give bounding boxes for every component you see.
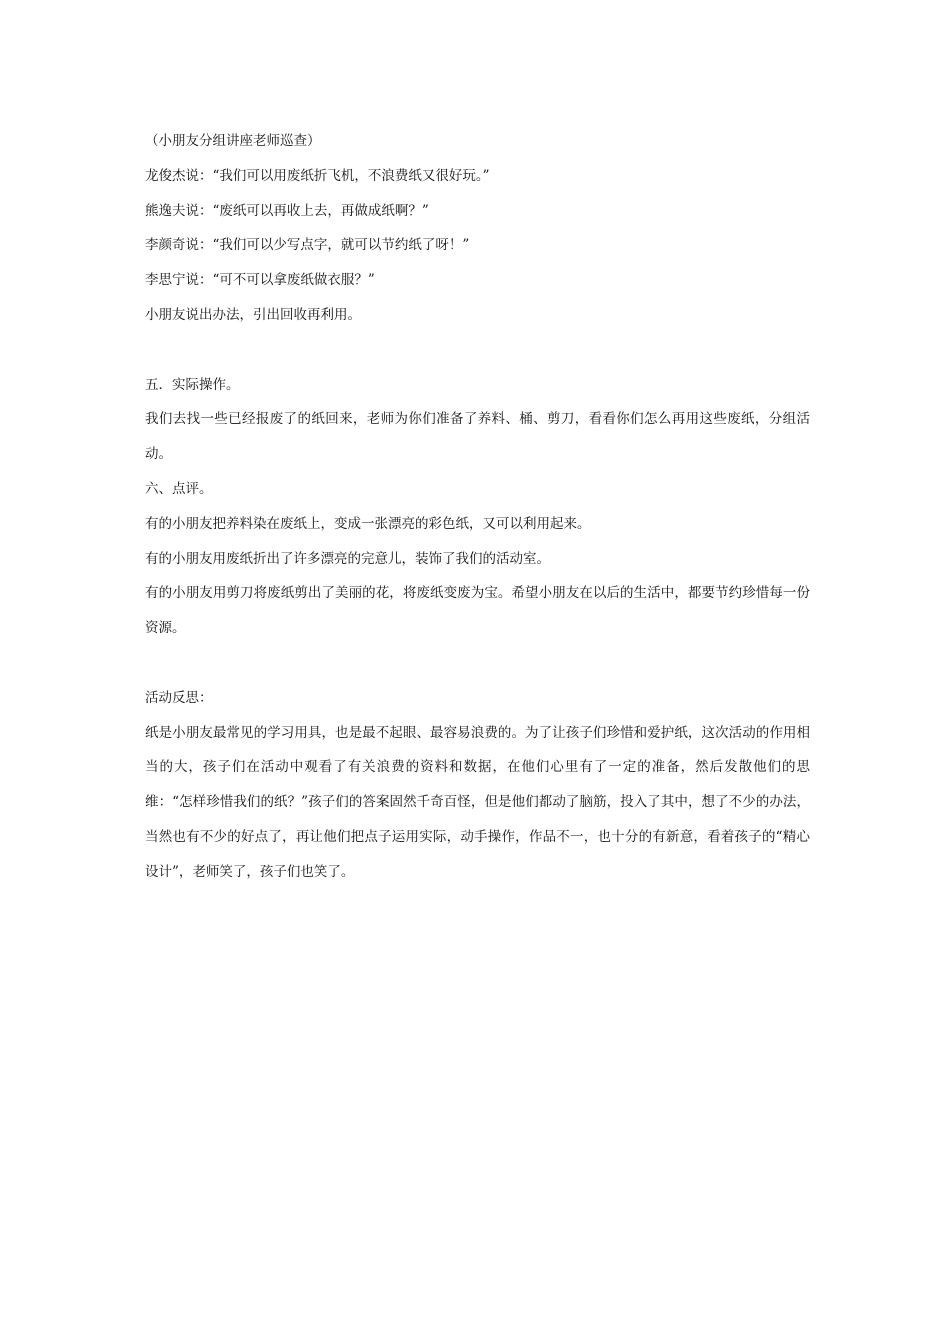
reflection-body: 纸是小朋友最常见的学习用具，也是最不起眼、最容易浪费的。为了让孩子们珍惜和爱护纸，这次活动的作用相当的大，孩子们在活动中观看了有关浪费的资料和数据，在他们心里有了一定的准备，然后发散他们的思维：“怎样珍惜我们的纸？”孩子们的答案固然千奇百怪，但是他们都动了脑筋，投入了其中，想了不少的办法，当然也有不少的好点了，再让他们把点子运用实际，动手操作，作品不一，也十分的有新意，看着孩子的“精心设计”，老师笑了，孩子们也笑了。 (145, 724, 810, 880)
comment-folded-toys: 有的小朋友用废纸折出了许多漂亮的完意儿，装饰了我们的活动室。 (145, 550, 550, 567)
quote-li-sining: 李思宁说：“可不可以拿废纸做衣服？” (145, 272, 375, 289)
blank-line (145, 646, 810, 681)
section-six-heading: 六、点评。 (145, 480, 213, 497)
section-five-body: 我们去找一些已经报废了的纸回来，老师为你们准备了养料、桶、剪刀，看看你们怎么再用这些废纸，分组活动。 (145, 411, 810, 463)
blank-line (145, 333, 810, 368)
quote-xiong-yifu: 熊逸夫说：“废纸可以再收上去，再做成纸啊？” (145, 202, 429, 219)
comment-dyed-paper: 有的小朋友把养料染在废纸上，变成一张漂亮的彩色纸，又可以利用起来。 (145, 515, 591, 532)
document-page (145, 124, 810, 890)
quote-long-junjie: 龙俊杰说：“我们可以用废纸折飞机，不浪费纸又很好玩。” (145, 167, 490, 184)
discussion-summary: 小朋友说出办法，引出回收再利用。 (145, 306, 361, 323)
comment-paper-flowers: 有的小朋友用剪刀将废纸剪出了美丽的花，将废纸变废为宝。希望小朋友在以后的生活中，都要节约珍惜每一份资源。 (145, 585, 810, 637)
reflection-heading: 活动反思： (145, 689, 213, 706)
quote-li-yanqi: 李颜奇说：“我们可以少写点字，就可以节约纸了呀！” (145, 237, 470, 254)
group-activity-note: （小朋友分组讲座老师巡查） (145, 133, 321, 149)
section-five-heading: 五．实际操作。 (145, 376, 240, 393)
